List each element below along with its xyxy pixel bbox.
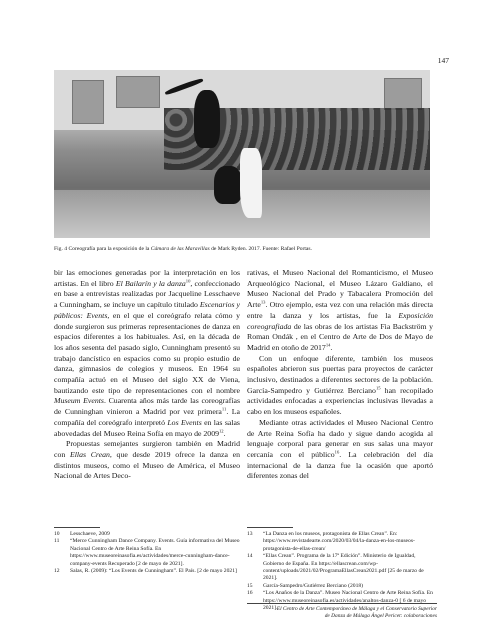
footnote-reference: 12 [219, 427, 224, 433]
text-run: Ellas Crean [69, 449, 110, 459]
footnote-number: 10 [54, 531, 60, 537]
footnote-text: “Los Anaños de la Danza”. Museo Nacional Centro de Arte Reina Sofía. En https://www.museoreinasofia.es/actividades/analtos-danza-0 [ 6 de mayo 2021]. [263, 590, 433, 612]
footnote-number: 15 [247, 582, 253, 589]
paragraph [247, 354, 433, 418]
running-footer-line: de Danza de Málaga Ángel Pericet: colaboraciones [324, 613, 437, 619]
text-run: Exposición coreografiada [247, 310, 433, 331]
text-run: . La compañía del coreógrafo interpretó [54, 407, 240, 427]
footnote-text: García-Sampedro/Gutiérrez Berciano (2018) [263, 582, 364, 589]
text-run: Propuestas semejantes surgieron también en Madrid con [54, 439, 240, 459]
text-run: , que desde 2019 ofrece la danza en distintos museos, como el Museo de América, el Museo Nacional de Artes Deco- [54, 449, 240, 481]
footnote-reference: 14 [325, 342, 331, 348]
footnote-number: 11 [54, 538, 60, 545]
text-run: . La celebración del día internacional de la danza fue la ocasión que aportó diferentes zonas del [247, 449, 433, 481]
text-run: Con un enfoque diferente, también los museos españoles abrieron sus puertas para proyectos de carácter inclusivo, destinados a diferentes sectores de la población. García-Sampedro y Gutiérrez Berciano [247, 353, 433, 395]
figure-caption: Fig. 4 Coreografía para la exposición de la Cámara de las Maravillas de Mark Ryden. 2017. Fuente: Rafael Portas. [54, 246, 312, 252]
text-run: bir las emociones generadas por la interpretación en los artistas. En el libro [54, 268, 240, 288]
footnote-text: Salas, R. (2009): “Los Events de Cunningham”. El País. [2 de mayo 2021] [70, 568, 237, 575]
footnote-text: Lesschaeve, 2009 [70, 531, 110, 537]
footnote [54, 568, 240, 575]
footnote-text: “Merce Cunningham Dance Company. Events. Guía informativa del Museo Nacional Centro de Arte Reina Sofía. En https://www.museoreinasofia.es/actividades/merce-cunningham-dance-company-events Recuperado [2 de mayo de 2021]. [70, 538, 240, 567]
footnote-reference: 13 [260, 299, 266, 305]
footnote-rule [54, 527, 100, 528]
paragraph [54, 268, 240, 439]
text-run: Museum Events [54, 396, 104, 406]
text-run: El Bailarín y la danza [115, 278, 186, 288]
right-text-column [247, 268, 433, 482]
footer-rule [247, 603, 437, 604]
footnote [247, 553, 433, 583]
running-footer-line: El Centro de Arte Contemporáneo de Málaga y el Conservatorio Superior [276, 606, 437, 612]
text-run: . Otro ejemplo, esta vez con una relación más directa entre la danza y los artistas, fue la [247, 300, 433, 320]
paragraph [247, 268, 433, 354]
text-run: , confeccionado en base a entrevistas realizadas por Jacqueline Lesschaeve a Cunningham, se incluye un capítulo titulado [54, 278, 240, 310]
page-number: 147 [437, 56, 449, 65]
text-run: de las obras de los artistas Fia Backström y Roman Ondák , en el Centro de Arte de Dos de Mayo de Madrid en otoño de 2017 [247, 321, 433, 352]
dancer-figure [194, 90, 220, 148]
paragraph [54, 439, 240, 482]
running-footer [247, 606, 437, 620]
text-run: , en el que el coreógrafo relata cómo y donde surgieron sus primeras representaciones de danza en espacios diferentes a los habituales. Así, en la década de los años sesenta del pasado siglo, Cunningham presentó su trabajo dancístico en espacios como su propio estudio de danza, gimnasios de colegios y museos. En 1964 su compañía actuó en el Museo del siglo XX de Viena, bautizando este tipo de representaciones con el nombre [54, 310, 241, 395]
footnote-number: 14 [247, 553, 253, 560]
text-run: Mediante otras actividades el Museo Nacional Centro de Arte Reina Sofía ha dado y sigue dando acogida al lenguaje corporal para generar en sus salas una mayor cercanía con el público [247, 417, 433, 459]
footnote-number: 16 [247, 590, 253, 597]
footnote-rule [247, 527, 293, 528]
footnote-number: 13 [247, 531, 253, 537]
footnotes-right [247, 531, 433, 612]
footnote [54, 538, 240, 568]
footnote-number: 12 [54, 568, 60, 575]
footnote-text: “La Danza en los museos, protagonista de Ellas Crean”. En: https://www.revistadearte.com/2020/03/04/la-danza-en-los-museos-protagonista-de-ellas-crean/ [263, 531, 415, 552]
text-run: Escenarios y públicos: Events [54, 300, 241, 320]
footnote-reference: 11 [221, 406, 227, 412]
white-dress [240, 148, 262, 218]
text-run: en las salas abovedadas del Museo Reina Sofía en mayo de 2009 [54, 417, 240, 438]
footnote-text: “Ellas Crean”. Programa de la 17ª Edición”. Ministerio de Igualdad, Gobierno de España. En https://ellascrean.com/wp-content/uploads/2021/02/ProgramaEllasCrean2021.pdf [25 de marzo de 2021]. [263, 553, 424, 582]
text-run: rativas, el Museo Nacional del Romanticismo, el Museo Arqueológico Nacional, el Museo Lázaro Galdiano, el Museo Nacional del Prado y Tabacalera Promoción del Arte [247, 268, 433, 310]
wall-painting [116, 76, 160, 108]
text-run: . Cuarenta años más tarde las coreografías de Cunninghan vinieron a Madrid por vez primera [54, 396, 240, 417]
wall-painting [384, 78, 422, 110]
paragraph [247, 418, 433, 482]
dance-photograph [54, 70, 430, 238]
footnote [247, 531, 433, 553]
footnotes-left [54, 531, 240, 575]
text-run: Los Events [167, 417, 202, 427]
text-run: han recopilado actividades enfocadas a experiencias inclusivas llevadas a cabo en los museos españoles. [247, 385, 434, 417]
footnote-reference: 15 [375, 385, 381, 391]
text-run: . [223, 428, 226, 438]
text-run: . [330, 342, 333, 352]
dancer-kneeling [214, 166, 242, 204]
footnote-reference: 10 [185, 278, 191, 284]
wall-painting [72, 80, 104, 124]
footnote-reference: 16 [334, 449, 340, 455]
left-text-column [54, 268, 240, 482]
